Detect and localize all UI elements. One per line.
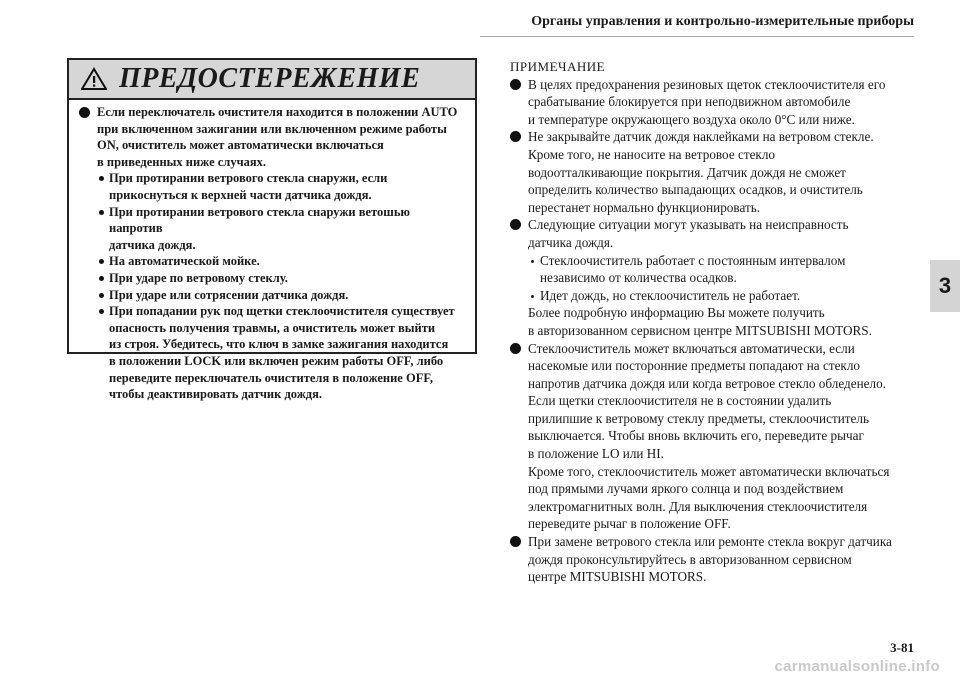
note-line: водоотталкивающие покрытия. Датчик дождя не сможет (528, 164, 846, 180)
note-line: Если щетки стеклоочистителя не в состоянии удалить (528, 393, 832, 409)
warning-box (67, 58, 477, 402)
sub-bullet-icon (99, 309, 104, 314)
warning-line: Если переключатель очистителя находится в положении AUTO (97, 105, 458, 119)
warning-sub-item (79, 204, 463, 254)
bullet-dot-icon (510, 79, 521, 90)
warning-sub-item (79, 253, 463, 270)
note-line: в положение LO или HI. (528, 446, 664, 462)
note-line: независимо от количества осадков. (540, 270, 737, 286)
warning-triangle-icon (81, 67, 107, 91)
note-line: и температуре окружающего воздуха около 0°С или ниже. (528, 111, 855, 127)
note-item (510, 340, 920, 534)
sub-bullet-icon (99, 276, 104, 281)
warning-line: из строя. Убедитесь, что ключ в замке зажигания находится (109, 337, 449, 352)
warning-line: опасность получения травмы, а очиститель может выйти (109, 320, 436, 335)
warning-line: При протирании ветрового стекла снаружи ветошью напротив (109, 204, 410, 236)
warning-line: в положении LOCK или включен режим работы OFF, либо (109, 353, 444, 368)
note-line: При замене ветрового стекла или ремонте стекла вокруг датчика (528, 534, 892, 550)
sub-bullet-icon (99, 259, 104, 264)
warning-line: в приведенных ниже случаях. (97, 154, 267, 169)
note-item (510, 216, 920, 251)
note-line: выключается. Чтобы вновь включить его, переведите рычаг (528, 428, 864, 444)
warning-header (69, 60, 475, 100)
note-section (510, 58, 920, 586)
page-header-title: Органы управления и контрольно-измерительные приборы (531, 14, 914, 29)
note-sub-item (510, 287, 920, 305)
note-line: в авторизованном сервисном центре MITSUBISHI MOTORS. (528, 322, 872, 338)
sub-bullet-icon (531, 260, 534, 263)
note-sub-item (510, 252, 920, 287)
note-line: под прямыми лучами яркого солнца и под воздействием (528, 481, 844, 497)
warning-line: при включенном зажигании или включенном режиме работы (97, 121, 447, 136)
warning-line: При попадании рук под щетки стеклоочистителя существует (109, 304, 455, 319)
warning-line: датчика дождя. (109, 237, 196, 252)
page-number: 3-81 (890, 640, 914, 655)
note-line: Идет дождь, но стеклоочиститель не работает. (540, 287, 801, 303)
warning-main-item (79, 104, 463, 170)
warning-line: При ударе по ветровому стеклу. (109, 270, 288, 285)
chapter-tab: 3 (930, 260, 960, 312)
note-line: Кроме того, стеклоочиститель может автоматически включаться (528, 463, 890, 479)
warning-sub-item (79, 303, 463, 403)
note-line: центре MITSUBISHI MOTORS. (528, 569, 707, 585)
note-line: Не закрывайте датчик дождя наклейками на ветровом стекле. (528, 129, 874, 145)
note-line: дождя проконсультируйтесь в авторизованном сервисном (528, 551, 852, 567)
warning-line: На автоматической мойке. (109, 254, 260, 269)
bullet-dot-icon (510, 343, 521, 354)
warning-sub-item (79, 287, 463, 304)
note-line: Стеклоочиститель может включаться автоматически, если (528, 340, 855, 356)
header-rule (480, 36, 914, 37)
sub-bullet-icon (99, 293, 104, 298)
sub-bullet-icon (99, 176, 104, 181)
bullet-dot-icon (79, 107, 90, 118)
warning-sub-item (79, 270, 463, 287)
note-line: переведите рычаг в положение OFF. (528, 516, 731, 532)
bullet-dot-icon (510, 219, 521, 230)
note-line: В целях предохранения резиновых щеток стеклоочистителя его (528, 76, 886, 92)
note-line: напротив датчика дождя или когда ветровое стекло обледенело. (528, 375, 886, 391)
note-line: перестанет нормально функционировать. (528, 199, 761, 215)
note-line: Следующие ситуации могут указывать на неисправность (528, 217, 849, 233)
watermark-text: carmanualsonline.info (774, 658, 940, 675)
bullet-dot-icon (510, 536, 521, 547)
note-line: насекомые или посторонние предметы попадают на стекло (528, 358, 861, 374)
warning-sub-item (79, 170, 463, 203)
note-line: определить количество выпадающих осадков, и очиститель (528, 182, 863, 198)
note-line: прилипшие к ветровому стеклу предметы, стеклоочиститель (528, 410, 869, 426)
note-line: Более подробную информацию Вы можете получить (528, 305, 825, 321)
warning-line: ON, очиститель может автоматически включаться (97, 138, 384, 153)
warning-title: ПРЕДОСТЕРЕЖЕНИЕ (119, 63, 421, 94)
warning-body (69, 100, 475, 403)
note-line: электромагнитных волн. Для выключения стеклоочистителя (528, 498, 868, 514)
warning-line: переведите переключатель очистителя в положение OFF, (109, 370, 433, 385)
bullet-dot-icon (510, 131, 521, 142)
note-title: ПРИМЕЧАНИЕ (510, 59, 606, 74)
note-line: Кроме того, не наносите на ветровое стекло (528, 146, 776, 162)
note-line: срабатывание блокируется при неподвижном автомобиле (528, 94, 851, 110)
warning-line: При ударе или сотрясении датчика дождя. (109, 287, 349, 302)
note-line: Стеклоочиститель работает с постоянным интервалом (540, 252, 846, 268)
warning-line: чтобы деактивировать датчик дождя. (109, 387, 322, 402)
note-item (510, 76, 920, 129)
sub-bullet-icon (531, 295, 534, 298)
warning-line: При протирании ветрового стекла снаружи, если (109, 171, 388, 186)
note-item-tail (510, 304, 920, 339)
note-line: датчика дождя. (528, 234, 614, 250)
note-item (510, 533, 920, 586)
sub-bullet-icon (99, 210, 104, 215)
note-item (510, 128, 920, 216)
warning-line: прикоснуться к верхней части датчика дождя. (109, 187, 372, 202)
